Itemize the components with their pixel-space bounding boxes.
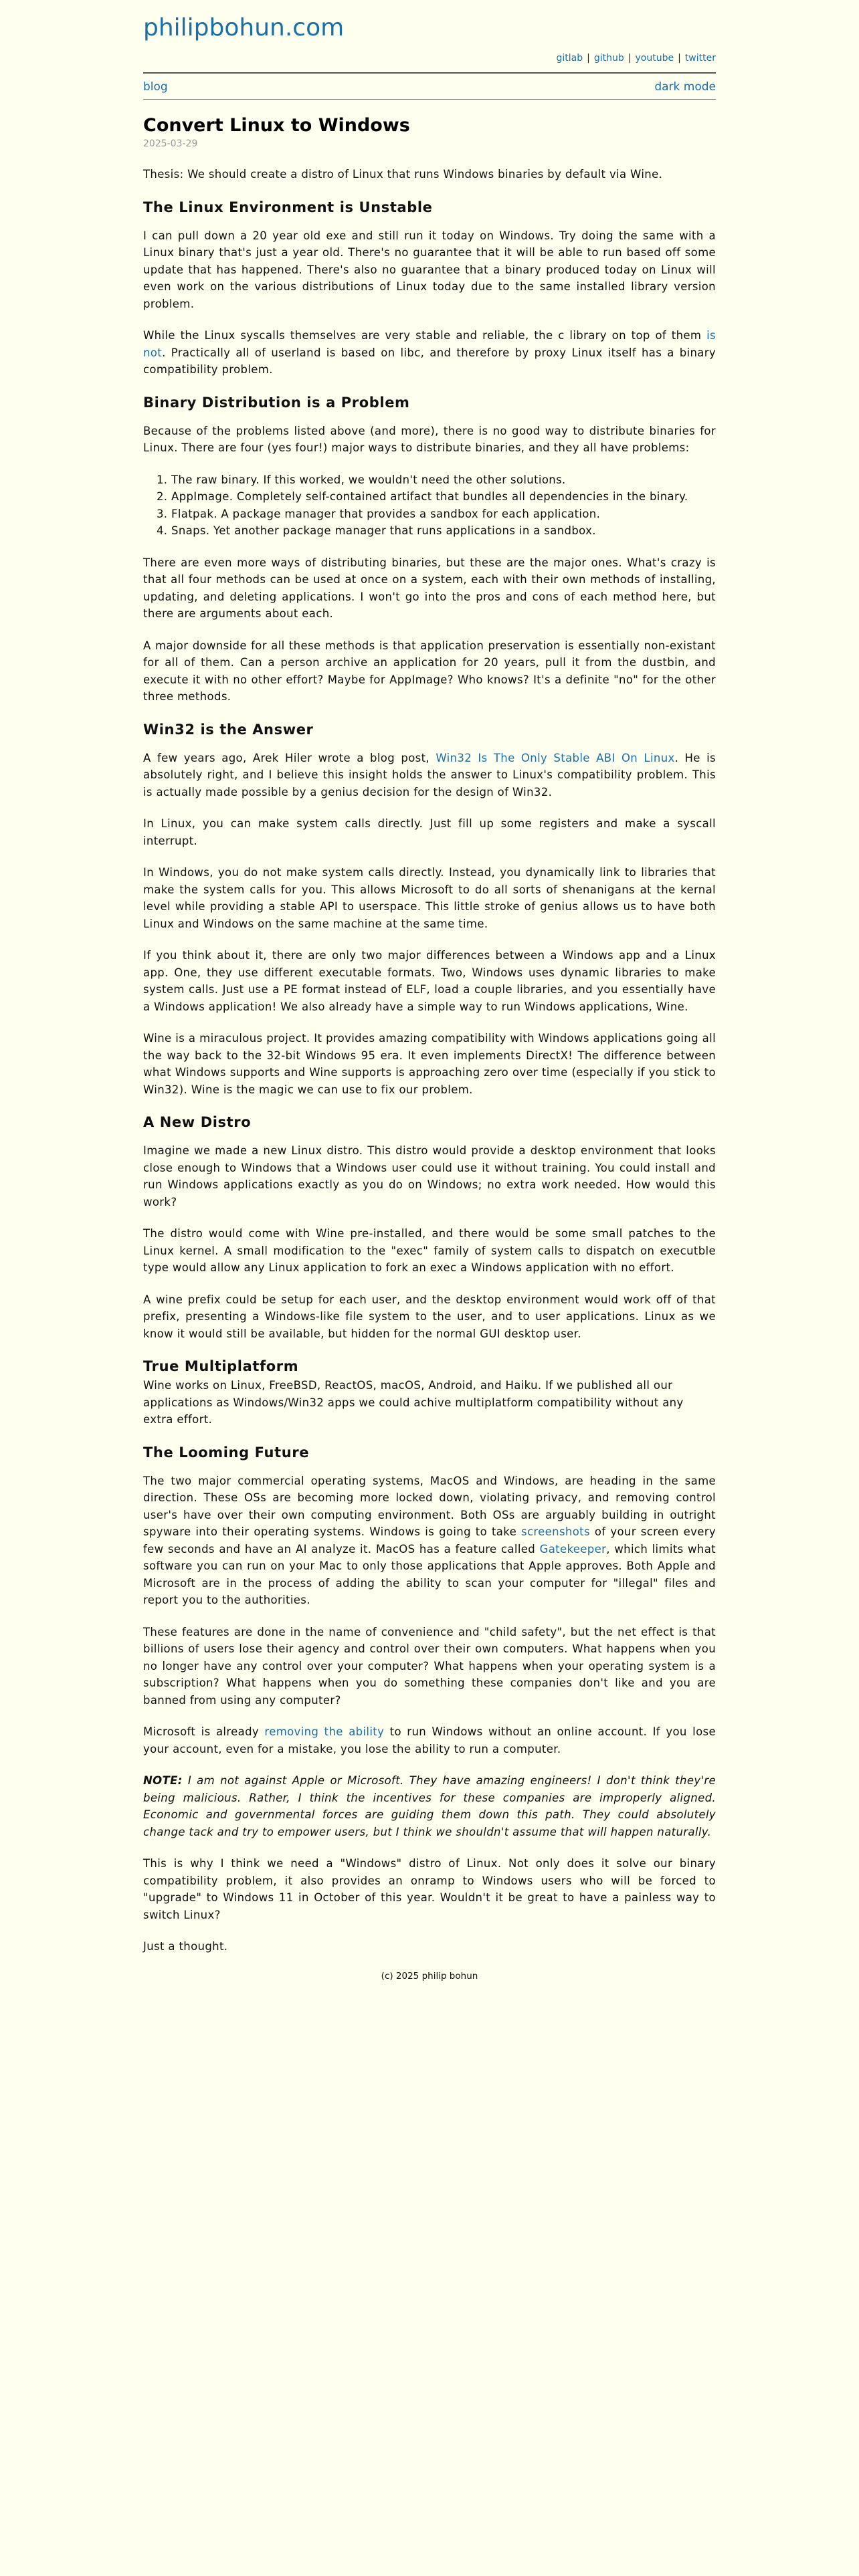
distribution-methods-list xyxy=(143,471,716,540)
post-title: Convert Linux to Windows xyxy=(143,115,410,136)
removing-the-ability-link[interactable]: removing the ability xyxy=(264,1725,385,1738)
paragraph: There are even more ways of distributing binaries, but these are the major ones. What's crazy is that all four methods can be used at once on a system, each with their own methods of installing, updating, and deleting applications. I won't go into the pros and cons of each method here, but there are arguments about each. xyxy=(143,556,716,620)
section-heading-binary-distribution: Binary Distribution is a Problem xyxy=(143,394,410,411)
paragraph: Because of the problems listed above (and more), there is no good way to distribute binaries for Linux. There are four (yes four!) major ways to distribute binaries, and they all have problems: xyxy=(143,424,716,454)
post-date: 2025-03-29 xyxy=(143,138,198,149)
social-links xyxy=(143,52,716,64)
list-item: 4. Snaps. Yet another package manager that runs applications in a sandbox. xyxy=(171,522,716,540)
list-item: 3. Flatpak. A package manager that provides a sandbox for each application. xyxy=(171,506,716,523)
list-item: 2. AppImage. Completely self-contained artifact that bundles all dependencies in the binary. xyxy=(171,488,716,506)
paragraph: I can pull down a 20 year old exe and still run it today on Windows. Try doing the same with a Linux binary that's just a year old. There's no guarantee that it will be able to run based off some update that has happened. There's also no guarantee that a binary produced today on Linux will even work on the various distributions of Linux today due to the same installed library version problem. xyxy=(143,229,716,310)
nav-divider xyxy=(143,99,716,100)
paragraph: This is why I think we need a "Windows" distro of Linux. Not only does it solve our binary compatibility problem, it also provides an onramp to Windows users who will be forced to "upgrade" to Windows 11 in October of this year. Wouldn't it be great to have a painless way to switch Linux? xyxy=(143,1857,716,1921)
text: While the Linux syscalls themselves are very stable and reliable, the c library on top of them xyxy=(143,329,707,342)
site-header xyxy=(143,0,716,100)
separator: | xyxy=(678,53,681,64)
section-heading-win32-answer: Win32 is the Answer xyxy=(143,721,314,738)
section-heading-looming-future: The Looming Future xyxy=(143,1444,310,1461)
text: . He is absolutely right, and I believe this insight holds the answer to Linux's compatibility problem. This is actually made possible by a genius decision for the design of Win32. xyxy=(143,751,716,798)
paragraph: Wine works on Linux, FreeBSD, ReactOS, macOS, Android, and Haiku. If we published all our applications as Windows/Win32 apps we could achive multiplatform compatibility without any extra effort. xyxy=(143,1379,684,1426)
site-footer: (c) 2025 philip bohun xyxy=(381,1970,478,1981)
section-heading-linux-unstable: The Linux Environment is Unstable xyxy=(143,199,433,215)
text: The two major commercial operating systems, MacOS and Windows, are heading in the same direction. These OSs are becoming more locked down, violating privacy, and removing control user's have over their own computing environment. Both OSs are arguably building in outright spyware into their operating systems. Windows is going to take xyxy=(143,1474,716,1538)
page-container xyxy=(143,0,716,1982)
gitlab-link[interactable]: gitlab xyxy=(556,53,583,64)
paragraph: The distro would come with Wine pre-installed, and there would be some small patches to the Linux kernel. A small modification to the "exec" family of system calls to dispatch on executble type would allow any Linux application to fork an exec a Windows application with no effort. xyxy=(143,1227,716,1274)
text: A few years ago, Arek Hiler wrote a blog post, xyxy=(143,751,436,764)
note-paragraph xyxy=(143,1772,716,1840)
note-text: I am not against Apple or Microsoft. They have amazing engineers! I don't think they're being malicious. Rather, I think the incentives for these companies are improperly aligned. Economic and governmental forces are guiding them down this path. They could absolutely change tack and try to empower users, but I think we shouldn't assume that will happen naturally. xyxy=(143,1774,716,1838)
thesis-paragraph: Thesis: We should create a distro of Linux that runs Windows binaries by default via Wine. xyxy=(143,168,663,181)
win32-stable-abi-link[interactable]: Win32 Is The Only Stable ABI On Linux xyxy=(436,751,675,764)
paragraph: Imagine we made a new Linux distro. This distro would provide a desktop environment that looks close enough to Windows that a Windows user could use it without training. You could install and run Windows applications exactly as you do on Windows; no extra work needed. How would this work? xyxy=(143,1144,716,1208)
paragraph: Wine is a miraculous project. It provides amazing compatibility with Windows applications going all the way back to the 32-bit Windows 95 era. It even implements DirectX! The difference between what Windows supports and Wine supports is approaching zero over time (especially if you stick to Win32). Wine is the magic we can use to fix our problem. xyxy=(143,1032,716,1096)
text: . Practically all of userland is based on libc, and therefore by proxy Linux itself has a binary compatibility problem. xyxy=(143,346,716,376)
paragraph: If you think about it, there are only two major differences between a Windows app and a Linux app. One, they use different executable formats. Two, Windows uses dynamic libraries to make system calls. Just use a PE format instead of ELF, load a couple libraries, and you essentially have a Windows application! We also already have a simple way to run Windows applications, Wine. xyxy=(143,949,716,1013)
paragraph xyxy=(143,1723,716,1757)
note-label: NOTE: xyxy=(143,1774,183,1787)
github-link[interactable]: github xyxy=(593,53,624,64)
paragraph xyxy=(143,1473,716,1609)
paragraph: These features are done in the name of convenience and "child safety", but the net effect is that billions of users lose their agency and control over their own computers. What happens when you no longer have any control over your computer? What happens when your operating system is a subscription? What happens when you do something these companies don't like and you are banned from using any computer? xyxy=(143,1625,716,1707)
paragraph: A wine prefix could be setup for each user, and the desktop environment would work off of that prefix, presenting a Windows-like file system to the user, and to user applications. Linux as we know it would still be available, but hidden for the normal GUI desktop user. xyxy=(143,1293,716,1340)
paragraph xyxy=(143,327,716,379)
blog-post xyxy=(143,114,716,1955)
list-item: 1. The raw binary. If this worked, we wouldn't need the other solutions. xyxy=(171,471,716,489)
gatekeeper-link[interactable]: Gatekeeper xyxy=(539,1542,607,1555)
dark-mode-toggle[interactable]: dark mode xyxy=(654,80,716,94)
paragraph: A major downside for all these methods is that application preservation is essentially non-existant for all of them. Can a person archive an application for 20 years, pull it from the dustbin, and execute it with no other effort? Maybe for AppImage? Who knows? It's a definite "no" for the other three methods. xyxy=(143,639,716,703)
twitter-link[interactable]: twitter xyxy=(684,53,716,64)
nav-bar xyxy=(143,74,716,94)
text: Microsoft is already xyxy=(143,1725,265,1738)
paragraph: In Windows, you do not make system calls directly. Instead, you dynamically link to libraries that make the system calls for you. This allows Microsoft to do all sorts of shenanigans at the kernal level while providing a stable API to userspace. This little stroke of genius allows us to have both Linux and Windows on the same machine at the same time. xyxy=(143,866,716,930)
paragraph xyxy=(143,750,716,801)
separator: | xyxy=(628,53,632,64)
text: of your screen every few seconds and have an AI analyze it. MacOS has a feature called xyxy=(143,1525,716,1555)
paragraph: In Linux, you can make system calls directly. Just fill up some registers and make a syscall interrupt. xyxy=(143,817,716,847)
youtube-link[interactable]: youtube xyxy=(635,53,674,64)
section-heading-true-multiplatform: True Multiplatform xyxy=(143,1358,299,1374)
blog-link[interactable]: blog xyxy=(143,80,168,94)
is-not-link[interactable]: is not xyxy=(143,329,716,359)
text: to run Windows without an online account. If you lose your account, even for a mistake, you lose the ability to run a computer. xyxy=(143,1725,716,1755)
site-title-link[interactable]: philipbohun.com xyxy=(143,14,345,41)
text: , which limits what software you can run on your Mac to only those applications that Apple approves. Both Apple and Microsoft are in the process of adding the ability to scan your computer for "illegal" files and report you to the authorities. xyxy=(143,1542,716,1606)
separator: | xyxy=(587,53,590,64)
section-heading-new-distro: A New Distro xyxy=(143,1114,252,1130)
paragraph: Just a thought. xyxy=(143,1940,228,1953)
screenshots-link[interactable]: screenshots xyxy=(521,1525,590,1538)
